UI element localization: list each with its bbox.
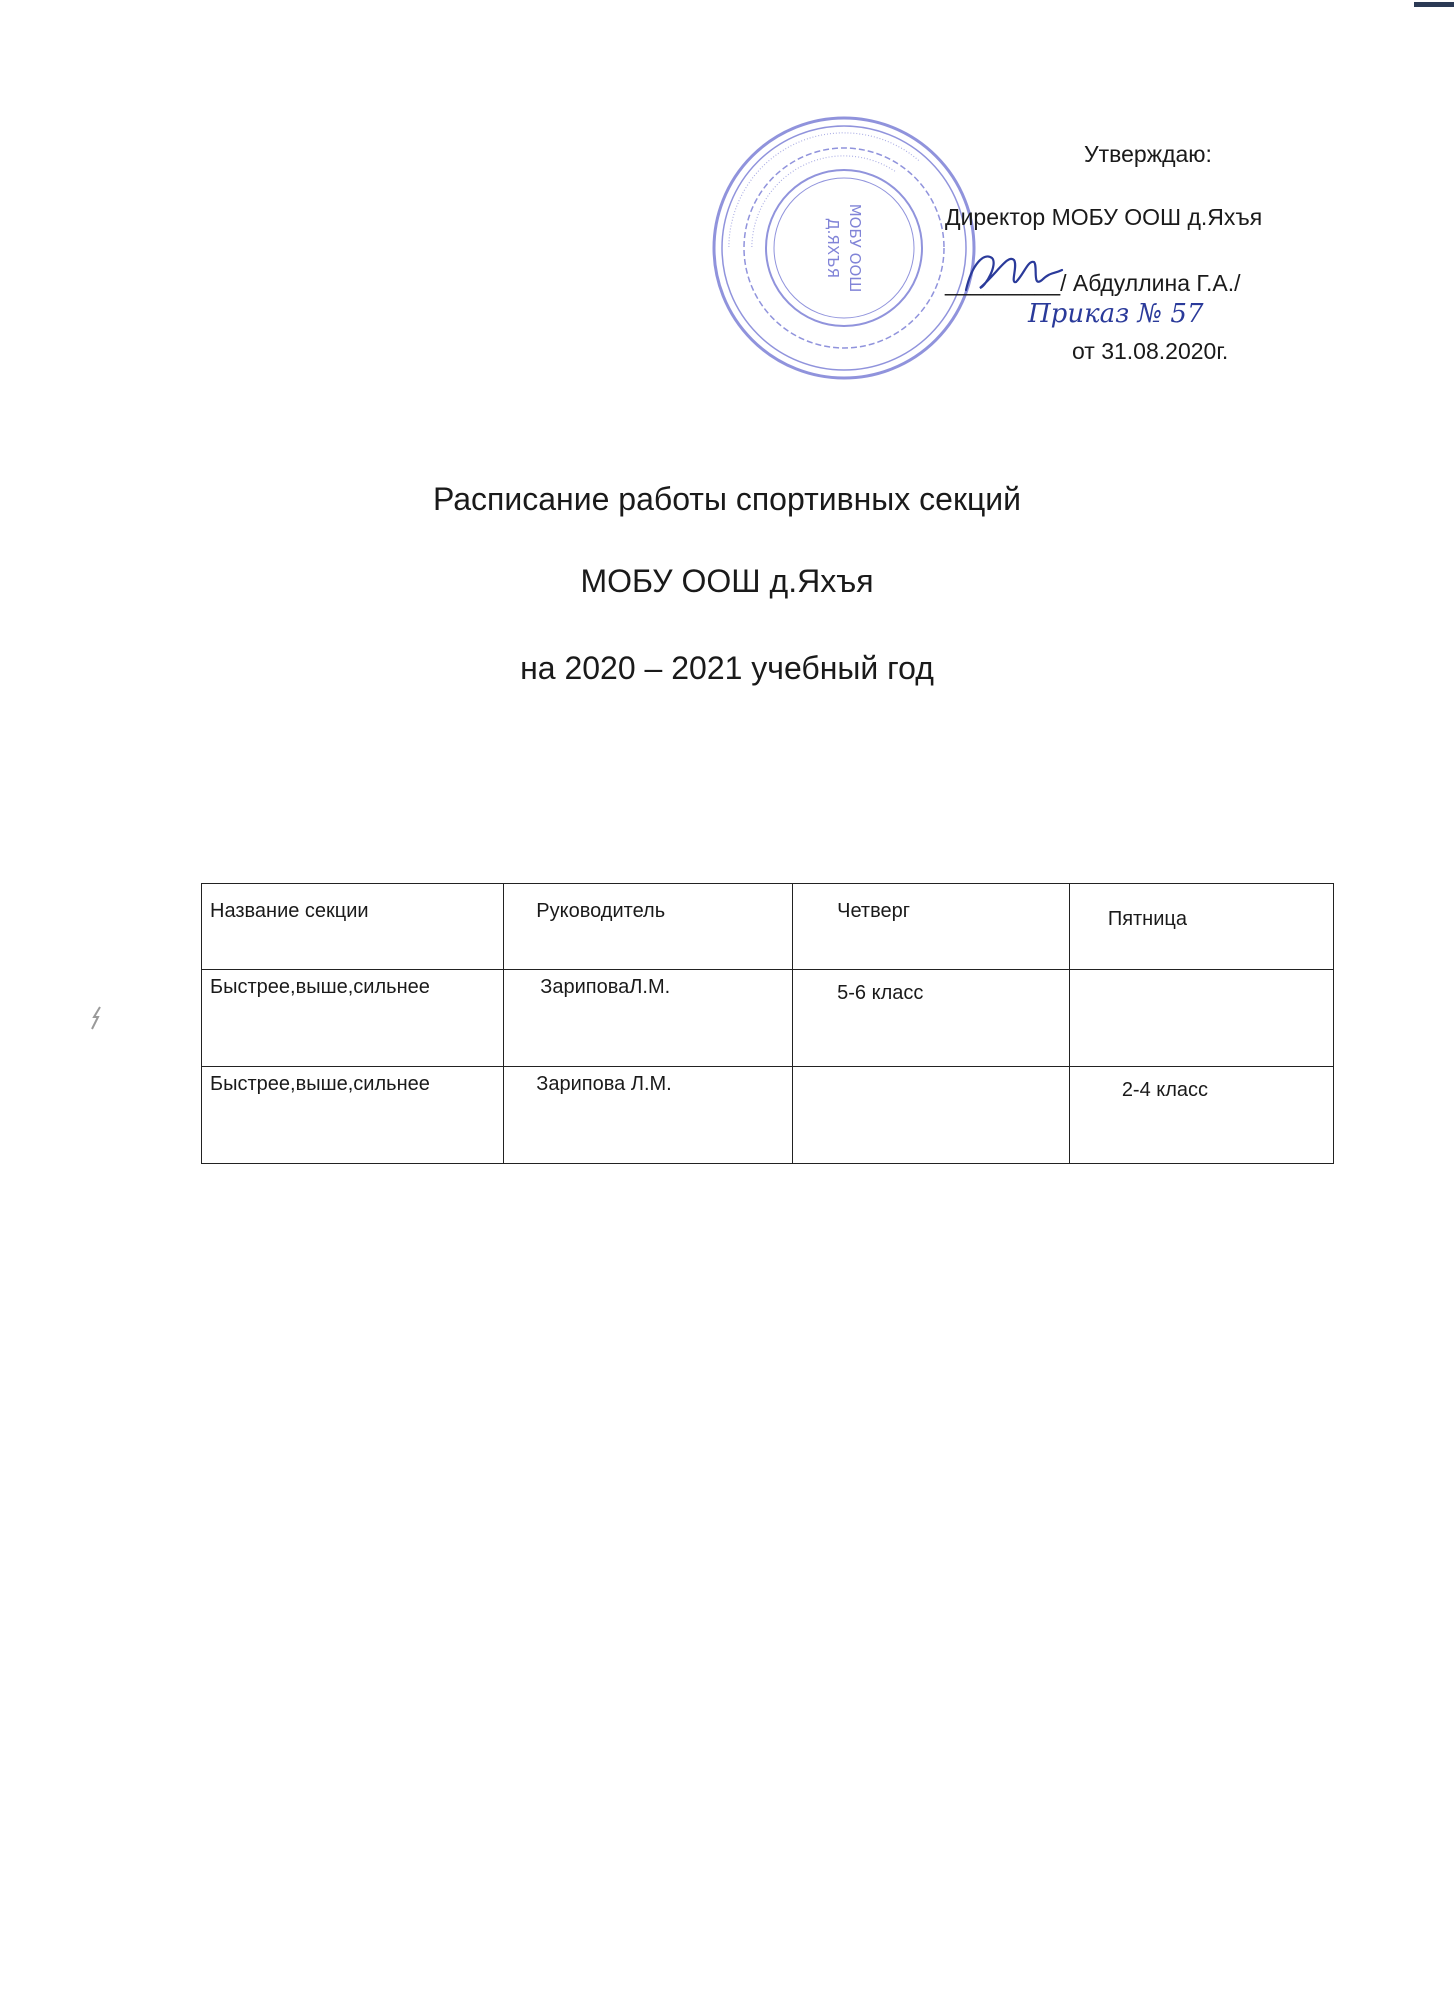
header-leader: Руководитель <box>504 884 793 970</box>
approve-label: Утверждаю: <box>1084 141 1212 167</box>
approval-date: от 31.08.2020г. <box>1072 338 1229 364</box>
table-cell-leader: ЗариповаЛ.М. <box>504 970 793 1067</box>
svg-text:······························: ························································································· <box>724 128 923 249</box>
school-name: МОБУ ООШ д.Яхъя <box>580 563 874 599</box>
scan-speck-icon <box>90 1005 104 1031</box>
table-cell-thursday <box>793 1067 1070 1164</box>
table-header-row <box>202 884 1334 970</box>
table-cell-leader: Зарипова Л.М. <box>504 1067 793 1164</box>
table-row <box>202 1067 1334 1164</box>
table-cell-section: Быстрее,выше,сильнее <box>202 970 504 1067</box>
header-friday: Пятница <box>1069 884 1333 970</box>
header-thursday: Четверг <box>793 884 1070 970</box>
table-cell-section: Быстрее,выше,сильнее <box>202 1067 504 1164</box>
school-stamp-icon <box>708 112 980 384</box>
header-section-name: Название секции <box>202 884 504 970</box>
handwritten-order-number <box>1024 292 1244 342</box>
svg-text:Приказ № 57: Приказ № 57 <box>1028 299 1204 329</box>
table-cell-friday: 2-4 класс <box>1069 1067 1333 1164</box>
signature-line: _________/ Абдуллина Г.А./ <box>945 270 1241 296</box>
table-cell-thursday: 5-6 класс <box>793 970 1070 1067</box>
table-cell-friday <box>1069 970 1333 1067</box>
page-title: Расписание работы спортивных секций <box>432 481 1022 517</box>
table-row <box>202 970 1334 1067</box>
svg-text:······························: ··································································· <box>747 151 898 249</box>
academic-year: на 2020 – 2021 учебный год <box>520 650 934 686</box>
stamp-center-line2: Д.ЯХЪЯ <box>824 217 842 279</box>
stamp-center-line1: МОБУ ООШ <box>846 203 864 293</box>
scan-edge-mark <box>1414 2 1454 7</box>
schedule-table <box>201 883 1334 1164</box>
director-line: Директор МОБУ ООШ д.Яхъя <box>945 204 1263 230</box>
